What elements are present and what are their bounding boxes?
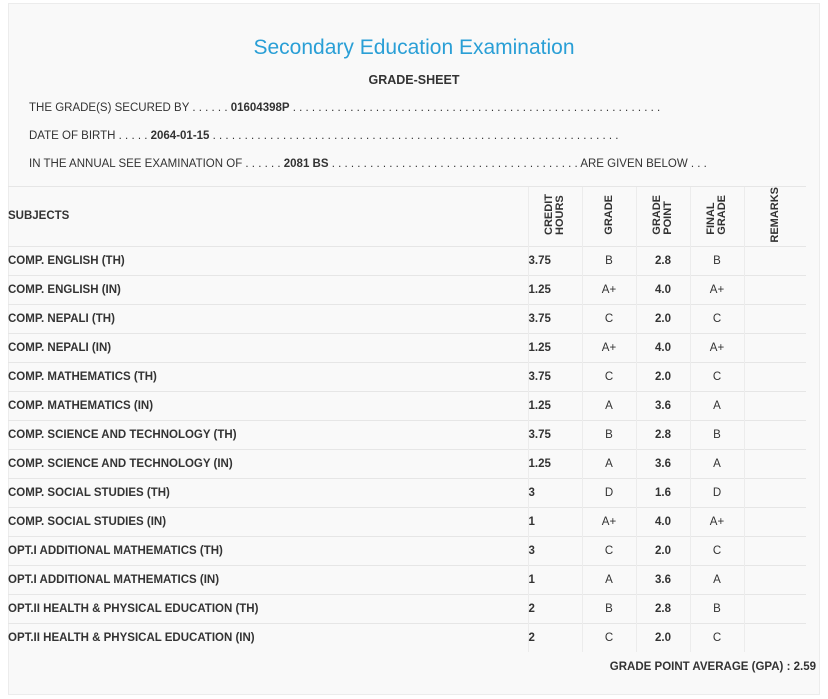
grade-point-cell: 1.6	[636, 478, 690, 507]
table-row	[8, 594, 806, 623]
final-grade-cell: A	[690, 449, 744, 478]
remarks-header	[744, 187, 806, 247]
subjects-header: SUBJECTS	[8, 187, 528, 247]
credit-hours-cell: 3	[528, 536, 582, 565]
exam-line	[29, 158, 707, 170]
grades-table	[8, 186, 806, 652]
grade-point-cell: 4.0	[636, 507, 690, 536]
final-grade-cell: D	[690, 478, 744, 507]
table-row	[8, 246, 806, 275]
grade-sheet-heading: GRADE-SHEET	[368, 73, 460, 87]
exam-trail: . . . . . . . . . . . . . . . . . . . . . . . . . . . . . . . . . . . . . . . ARE GIVEN BELOW . . .	[331, 158, 707, 170]
final-grade-cell: C	[690, 304, 744, 333]
remarks-cell	[744, 536, 806, 565]
subject-cell: OPT.II HEALTH & PHYSICAL EDUCATION (IN)	[8, 623, 528, 652]
final-grade-cell: A	[690, 391, 744, 420]
grade-header	[582, 187, 636, 247]
final-grade-cell: C	[690, 362, 744, 391]
grade-point-cell: 3.6	[636, 391, 690, 420]
grade-cell: B	[582, 420, 636, 449]
final-grade-cell: B	[690, 246, 744, 275]
grade-point-cell: 2.0	[636, 623, 690, 652]
credit-hours-cell: 1	[528, 565, 582, 594]
grade-point-cell: 4.0	[636, 333, 690, 362]
grade-cell: A+	[582, 275, 636, 304]
subject-cell: COMP. MATHEMATICS (IN)	[8, 391, 528, 420]
subject-cell: COMP. MATHEMATICS (TH)	[8, 362, 528, 391]
grade-point-header-text: GRADE POINT	[651, 194, 674, 235]
secured-by-trail: . . . . . . . . . . . . . . . . . . . . . . . . . . . . . . . . . . . . . . . . . . . . . . . . . . . . . . . . . .	[292, 102, 661, 114]
exam-year: 2081 BS	[283, 158, 329, 170]
final-grade-cell: C	[690, 536, 744, 565]
grade-cell: B	[582, 246, 636, 275]
credit-hours-cell: 1.25	[528, 449, 582, 478]
table-row	[8, 449, 806, 478]
subject-cell: OPT.I ADDITIONAL MATHEMATICS (IN)	[8, 565, 528, 594]
credit-hours-cell: 3.75	[528, 246, 582, 275]
final-grade-cell: A+	[690, 333, 744, 362]
grade-header-text: GRADE	[602, 194, 615, 235]
gpa-label: GRADE POINT AVERAGE (GPA) :	[609, 661, 791, 673]
table-row	[8, 304, 806, 333]
secured-by-line	[29, 102, 660, 114]
remarks-header-text: REMARKS	[768, 187, 781, 243]
table-row	[8, 362, 806, 391]
final-grade-header-text: FINAL GRADE	[705, 194, 728, 235]
subject-cell: COMP. ENGLISH (IN)	[8, 275, 528, 304]
subject-cell: COMP. SOCIAL STUDIES (IN)	[8, 507, 528, 536]
remarks-cell	[744, 275, 806, 304]
grade-point-cell: 2.0	[636, 536, 690, 565]
table-row	[8, 536, 806, 565]
subject-cell: COMP. ENGLISH (TH)	[8, 246, 528, 275]
dob-label: DATE OF BIRTH . . . . .	[29, 130, 148, 142]
subject-cell: COMP. NEPALI (TH)	[8, 304, 528, 333]
date-of-birth-line	[29, 130, 618, 142]
subject-cell: OPT.II HEALTH & PHYSICAL EDUCATION (TH)	[8, 594, 528, 623]
remarks-cell	[744, 246, 806, 275]
table-header-row	[8, 187, 806, 247]
subject-cell: COMP. SOCIAL STUDIES (TH)	[8, 478, 528, 507]
credit-hours-cell: 3.75	[528, 304, 582, 333]
grade-cell: A	[582, 565, 636, 594]
remarks-cell	[744, 594, 806, 623]
grade-point-cell: 3.6	[636, 449, 690, 478]
credit-hours-cell: 1.25	[528, 275, 582, 304]
subject-cell: COMP. SCIENCE AND TECHNOLOGY (TH)	[8, 420, 528, 449]
table-row	[8, 565, 806, 594]
table-row	[8, 275, 806, 304]
remarks-cell	[744, 507, 806, 536]
final-grade-cell: A+	[690, 275, 744, 304]
grade-point-cell: 2.8	[636, 246, 690, 275]
credit-hours-cell: 3.75	[528, 420, 582, 449]
final-grade-cell: C	[690, 623, 744, 652]
subject-cell: COMP. SCIENCE AND TECHNOLOGY (IN)	[8, 449, 528, 478]
exam-label: IN THE ANNUAL SEE EXAMINATION OF . . . . . .	[29, 158, 281, 170]
grade-cell: C	[582, 362, 636, 391]
credit-hours-cell: 1.25	[528, 391, 582, 420]
credit-hours-header	[528, 187, 582, 247]
table-row	[8, 623, 806, 652]
dob-value: 2064-01-15	[150, 130, 210, 142]
grade-cell: C	[582, 304, 636, 333]
final-grade-cell: A	[690, 565, 744, 594]
secured-by-label: THE GRADE(S) SECURED BY . . . . . .	[29, 102, 228, 114]
table-row	[8, 391, 806, 420]
table-row	[8, 507, 806, 536]
grade-cell: A	[582, 449, 636, 478]
dob-trail: . . . . . . . . . . . . . . . . . . . . . . . . . . . . . . . . . . . . . . . . . . . . . . . . . . . . . . . . . . . . . . . .	[212, 130, 619, 142]
credit-hours-cell: 3	[528, 478, 582, 507]
symbol-number: 01604398P	[230, 102, 290, 114]
subject-cell: OPT.I ADDITIONAL MATHEMATICS (TH)	[8, 536, 528, 565]
grade-point-cell: 2.8	[636, 594, 690, 623]
credit-hours-cell: 1.25	[528, 333, 582, 362]
exam-title: Secondary Education Examination	[253, 36, 575, 59]
final-grade-header	[690, 187, 744, 247]
table-row	[8, 333, 806, 362]
gpa-value: 2.59	[793, 661, 816, 673]
grade-cell: C	[582, 623, 636, 652]
grade-point-header	[636, 187, 690, 247]
grade-point-cell: 3.6	[636, 565, 690, 594]
remarks-cell	[744, 304, 806, 333]
grade-point-cell: 4.0	[636, 275, 690, 304]
final-grade-cell: B	[690, 594, 744, 623]
grade-cell: A+	[582, 333, 636, 362]
subject-cell: COMP. NEPALI (IN)	[8, 333, 528, 362]
credit-hours-cell: 1	[528, 507, 582, 536]
grade-cell: A	[582, 391, 636, 420]
table-row	[8, 420, 806, 449]
grade-point-cell: 2.0	[636, 362, 690, 391]
grade-cell: C	[582, 536, 636, 565]
remarks-cell	[744, 362, 806, 391]
remarks-cell	[744, 449, 806, 478]
credit-hours-cell: 2	[528, 594, 582, 623]
final-grade-cell: A+	[690, 507, 744, 536]
credit-hours-cell: 3.75	[528, 362, 582, 391]
final-grade-cell: B	[690, 420, 744, 449]
grade-point-cell: 2.8	[636, 420, 690, 449]
table-row	[8, 478, 806, 507]
remarks-cell	[744, 478, 806, 507]
remarks-cell	[744, 623, 806, 652]
grade-cell: D	[582, 478, 636, 507]
grade-cell: B	[582, 594, 636, 623]
remarks-cell	[744, 565, 806, 594]
remarks-cell	[744, 420, 806, 449]
grade-cell: A+	[582, 507, 636, 536]
grade-point-cell: 2.0	[636, 304, 690, 333]
remarks-cell	[744, 333, 806, 362]
credit-hours-header-text: CREDIT HOURS	[543, 194, 566, 236]
gpa-summary	[610, 661, 816, 673]
remarks-cell	[744, 391, 806, 420]
credit-hours-cell: 2	[528, 623, 582, 652]
